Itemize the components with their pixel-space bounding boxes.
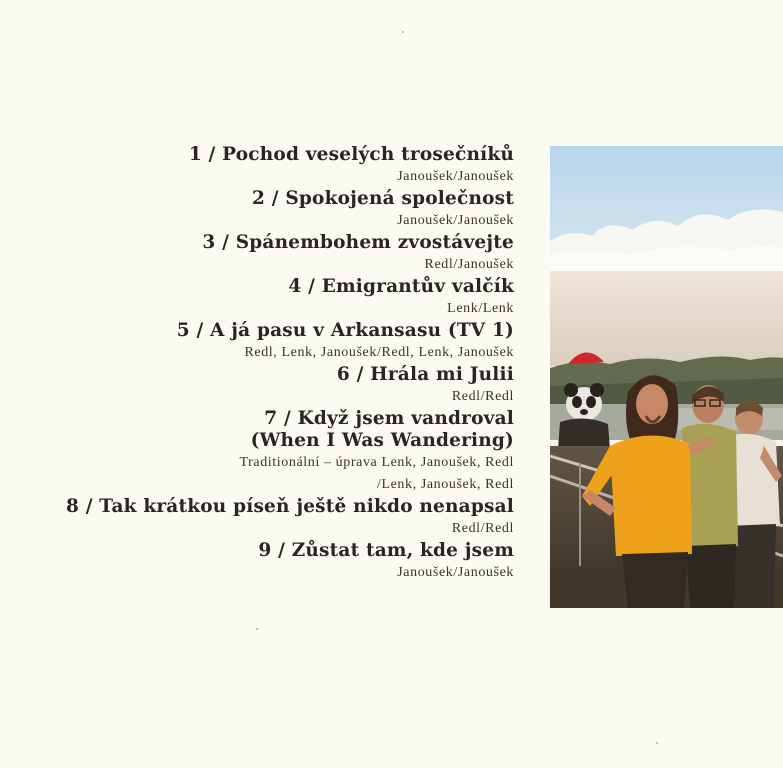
track-credit: Janoušek/Janoušek [397,565,514,580]
track-item [40,188,514,232]
track-title: 7 / Když jsem vandroval [264,408,514,429]
track-item [40,496,514,540]
track-credit: Lenk/Lenk [447,301,514,316]
track-title: 2 / Spokojená společnost [252,188,514,209]
track-list [40,144,514,584]
paper-speck [256,628,258,630]
track-title: 5 / A já pasu v Arkansasu (TV 1) [176,320,514,341]
band-photo-icon [550,146,783,608]
track-title: 8 / Tak krátkou píseň ještě nikdo nenapsal [65,496,514,517]
track-title: 6 / Hrála mi Julii [336,364,514,385]
track-item [40,276,514,320]
track-title-continued: (When I Was Wandering) [250,430,514,451]
track-credit: Redl/Redl [451,389,514,404]
track-item [40,408,514,496]
track-item [40,232,514,276]
track-credit: Janoušek/Janoušek [397,213,514,228]
track-title: 4 / Emigrantův valčík [288,276,514,297]
band-photo [550,146,783,608]
track-credit: Traditionální – úprava Lenk, Janoušek, Redl [239,455,514,470]
track-item [40,144,514,188]
track-title: 3 / Spánembohem zvostávejte [202,232,514,253]
track-credit-continued: /Lenk, Janoušek, Redl [376,477,514,492]
track-title: 1 / Pochod veselých trosečníků [188,144,514,165]
paper-speck [402,31,404,33]
track-credit: Janoušek/Janoušek [397,169,514,184]
track-credit: Redl/Redl [451,521,514,536]
track-title: 9 / Zůstat tam, kde jsem [258,540,514,561]
paper-speck [656,742,658,744]
track-credit: Redl/Janoušek [424,257,514,272]
track-item [40,364,514,408]
track-item [40,320,514,364]
track-item [40,540,514,584]
track-credit: Redl, Lenk, Janoušek/Redl, Lenk, Janoušek [244,345,514,360]
